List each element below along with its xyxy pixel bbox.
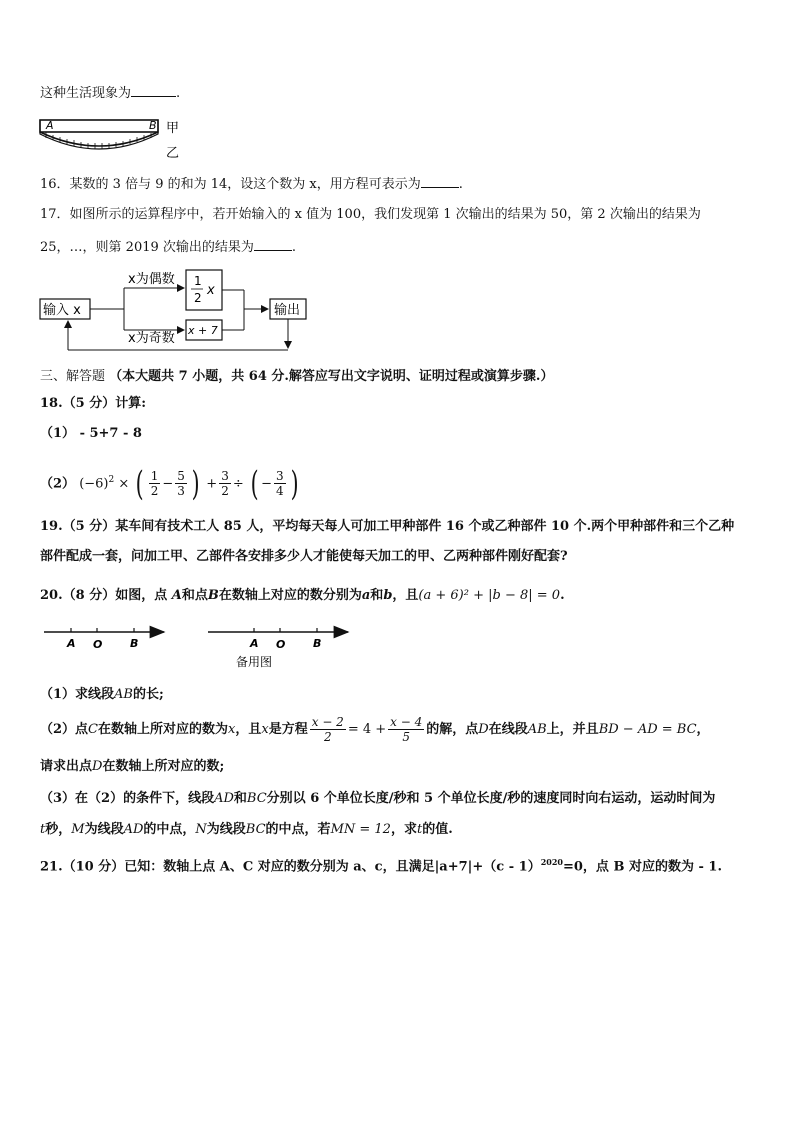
frac-num: 3 [276, 469, 284, 484]
q20-p1-pre: （1）求线段 [40, 687, 115, 702]
q17-line1: 17．如图所示的运算程序中，若开始输入的 x 值为 100，我们发现第 1 次输出的结果为 50，第 2 次输出的结果为 [40, 207, 701, 222]
frac-num: 3 [221, 469, 229, 484]
point-n: N [195, 822, 207, 837]
point-c: C [88, 722, 98, 737]
q20-p3-rest: 分别以 6 个单位长度/秒和 5 个单位长度/秒的速度同时向右运动，运动时间为 [266, 791, 716, 806]
q18-title: 18.（5 分）计算: [40, 396, 146, 411]
q20-p3-l2c: 的中点， [143, 822, 196, 837]
spare-label-b: B [313, 637, 322, 650]
ruler-label-bottom: 乙 [166, 146, 180, 161]
spare-label-a: A [250, 637, 259, 650]
var-t: t [40, 822, 46, 837]
q18-part1: （1） - 5+7 - 8 [40, 426, 142, 441]
numline-label-b: B [130, 637, 139, 650]
answer-blank [131, 84, 176, 97]
frac-den: 3 [177, 484, 185, 499]
var-a: a [361, 588, 371, 603]
q20-intro-a: 20.（8 分）如图，点 [40, 588, 168, 603]
q17-end: . [291, 240, 297, 255]
frac-den: 5 [402, 730, 411, 744]
half-box [186, 270, 222, 310]
eq-mid: = 4 + [347, 722, 387, 737]
segment-ad: AD [123, 822, 144, 837]
q20-p2-post3: 上，并且 [546, 722, 599, 737]
q21-pre: 21.（10 分）已知：数轴上点 A、C 对应的数分别为 a、c，且满足|a+7|+（c - 1） [40, 859, 541, 875]
plus7-label: x + 7 [188, 324, 218, 337]
frac-num: 5 [177, 469, 185, 484]
q20-p2-pre: （2）点 [40, 722, 89, 737]
q18-exp: 2 [108, 475, 115, 485]
ruler-label-b: B [149, 119, 157, 132]
point-b: B [207, 588, 219, 603]
eq-right-frac [388, 715, 424, 744]
q20-p1-post: 的长; [133, 687, 164, 702]
number-line-spare [208, 628, 348, 669]
even-label: x为偶数 [128, 272, 175, 287]
point-d: D [478, 722, 489, 737]
q20-p3-l2b: 为线段 [84, 822, 124, 837]
q20-p2-post: 的解，点 [426, 722, 479, 737]
right-paren-icon: ) [290, 463, 299, 504]
q20-p2-mid3: 是方程 [268, 722, 308, 737]
q18-frac4 [274, 469, 286, 498]
frac-num: x − 2 [311, 715, 344, 729]
q20-and: 和点 [181, 588, 208, 603]
section3-note: （本大题共 7 小题，共 64 分.解答应写出文字说明、证明过程或演算步骤.） [109, 369, 554, 384]
half-var: x [207, 283, 215, 298]
q18-plus: + [206, 476, 218, 492]
point-a: A [171, 588, 182, 603]
q18-frac3 [219, 469, 231, 498]
output-label: 输出 [274, 303, 301, 318]
q16 [40, 175, 463, 194]
input-label: 输入 x [43, 303, 81, 318]
q20-p2l2-pre: 请求出点 [40, 759, 93, 774]
q20-p2-comma: ， [696, 722, 710, 737]
q20-p3-l2e: 的中点，若 [265, 822, 331, 837]
answer-blank [421, 175, 459, 188]
answer-blank [254, 238, 292, 251]
ruler-label-a: A [46, 119, 54, 132]
right-paren-icon: ) [191, 463, 200, 504]
q20-part2-line2 [40, 758, 224, 776]
spare-caption: 备用图 [236, 655, 273, 669]
q15-text: 这种生活现象为 [40, 86, 132, 101]
q20-part3-line1 [40, 790, 715, 808]
segment-ab: AB [527, 722, 547, 737]
q20-p3-l2f: ，求 [390, 822, 417, 837]
numline-label-o: O [93, 638, 103, 651]
q17-line2-text: 25，…，则第 2019 次输出的结果为 [40, 240, 254, 255]
q20-p3-l2a: 秒， [45, 822, 72, 837]
q20-cond-pre: ，且 [392, 588, 419, 603]
q20-part2 [40, 710, 710, 750]
segment-ad: AD [214, 791, 234, 806]
q20-and2: 和 [370, 588, 384, 603]
frac-den: 4 [276, 484, 284, 499]
q18-times: × [118, 476, 130, 492]
relation: BD − AD = BC [598, 722, 697, 737]
ruler-figure [36, 112, 186, 164]
q21 [40, 853, 722, 876]
mn-condition: MN = 12 [330, 822, 391, 837]
q21-post: =0，点 B 对应的数为 - 1. [562, 859, 722, 875]
frac-num: 1 [150, 469, 159, 484]
q20-part1 [40, 686, 164, 704]
section3-title: 三、解答题 [40, 369, 106, 384]
q20-p3-and: 和 [233, 791, 247, 806]
q15-tail [40, 84, 180, 103]
segment-bc: BC [245, 822, 266, 837]
q20-intro [40, 587, 565, 605]
q20-p2-mid2: ，且 [235, 722, 262, 737]
flowchart [36, 268, 316, 358]
frac-den: 2 [150, 484, 159, 499]
point-m: M [71, 822, 85, 837]
q20-p3-l2d: 为线段 [206, 822, 246, 837]
section3-heading [40, 368, 553, 386]
q18-neg: − [261, 476, 273, 492]
left-paren-icon: ( [250, 463, 259, 504]
odd-label: x为奇数 [128, 331, 175, 346]
q18-part2-label: （2） [40, 476, 76, 492]
q15-end: . [176, 86, 181, 101]
number-line-main [44, 628, 164, 651]
q18-part2 [40, 458, 301, 502]
q18-frac1 [149, 469, 161, 498]
q21-exp: 2020 [540, 857, 563, 867]
segment-bc: BC [246, 791, 267, 806]
q20-p3-l2g: 的值. [422, 822, 453, 837]
number-lines [40, 620, 360, 670]
q19-line2: 部件配成一套，问加工甲、乙部件各安排多少人才能使每天加工的甲、乙两种部件刚好配套? [40, 549, 568, 564]
q20-p3-l1: （3）在（2）的条件下，线段 [40, 791, 215, 806]
q18-minus: − [162, 476, 174, 492]
q20-intro-b: 在数轴上对应的数分别为 [218, 588, 362, 603]
segment-ab: AB [114, 687, 133, 702]
spare-label-o: O [276, 638, 286, 651]
q18-div: ÷ [232, 476, 244, 492]
half-den: 2 [194, 291, 202, 305]
frac-den: 2 [323, 730, 332, 744]
half-num: 1 [194, 274, 202, 288]
point-d: D [92, 759, 103, 774]
q20-condition: (a + 6)² + |b − 8| = 0 [418, 588, 561, 603]
q16-end: . [458, 177, 463, 192]
q20-p2-post2: 在线段 [488, 722, 528, 737]
q20-p2-mid: 在数轴上所对应的数为 [98, 722, 229, 737]
q20-p2l2-post: 在数轴上所对应的数; [102, 759, 225, 774]
var-x: x [261, 722, 269, 737]
q20-part3-line2 [40, 821, 453, 839]
var-x: x [228, 722, 236, 737]
q20-end: . [560, 588, 565, 603]
q17-line2 [40, 238, 296, 257]
numline-label-a: A [67, 637, 76, 650]
frac-den: 2 [221, 484, 229, 499]
eq-left-frac [310, 715, 346, 744]
q18-base: (−6) [79, 476, 109, 492]
var-b: b [383, 588, 393, 603]
ruler-label-top: 甲 [166, 121, 180, 136]
left-paren-icon: ( [136, 463, 145, 504]
frac-num: x − 4 [390, 715, 423, 729]
q19-line1: 19.（5 分）某车间有技术工人 85 人，平均每天每人可加工甲种部件 16 个或乙种部件 10 个.两个甲种部件和三个乙种 [40, 519, 735, 534]
var-t: t [416, 822, 423, 837]
q16-text: 16．某数的 3 倍与 9 的和为 14，设这个数为 x，用方程可表示为 [40, 177, 421, 192]
q18-frac2 [175, 469, 187, 498]
